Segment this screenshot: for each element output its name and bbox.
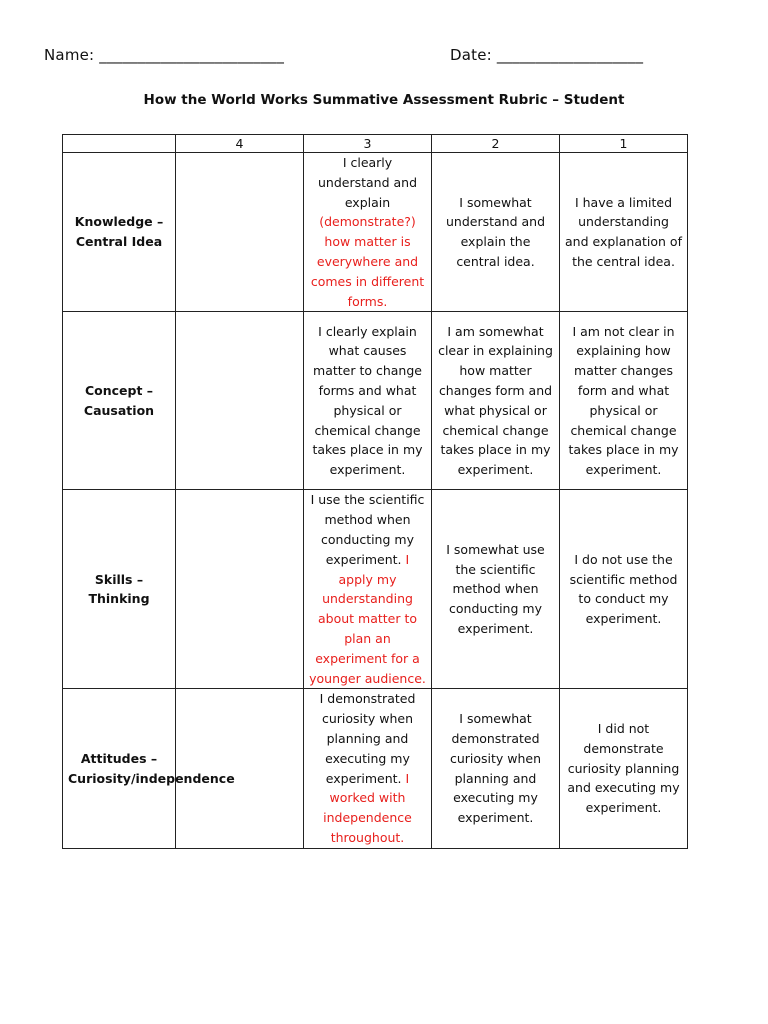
score-2-cell: I somewhat understand and explain the central idea. xyxy=(432,153,560,312)
row-label: Concept – Causation xyxy=(63,312,176,490)
column-header-2: 2 xyxy=(432,135,560,153)
score-3-text: I clearly understand and explain xyxy=(317,155,418,210)
column-header-4: 4 xyxy=(176,135,304,153)
score-1-cell: I do not use the scientific method to conduct my experiment. xyxy=(560,490,688,689)
score-2-cell: I somewhat demonstrated curiosity when planning and executing my experiment. xyxy=(432,689,560,848)
score-4-cell xyxy=(176,689,304,848)
score-4-cell xyxy=(176,312,304,490)
row-label: Attitudes – Curiosity/independence xyxy=(63,689,176,848)
score-1-cell: I did not demonstrate curiosity planning and executing my experiment. xyxy=(560,689,688,848)
column-header-blank xyxy=(63,135,176,153)
score-1-cell: I am not clear in explaining how matter changes form and what physical or chemical change takes place in my experiment. xyxy=(560,312,688,490)
score-3-cell xyxy=(304,689,432,848)
score-1-cell: I have a limited understanding and explanation of the central idea. xyxy=(560,153,688,312)
score-3-red-text: I worked with independence throughout. xyxy=(323,770,412,845)
score-3-red-text: I apply my understanding about matter to plan an experiment for a younger audience. xyxy=(309,551,426,686)
table-row xyxy=(63,689,688,848)
score-3-text: I use the scientific method when conducting my experiment. xyxy=(310,492,425,567)
score-3-text: I demonstrated curiosity when planning and executing my experiment. xyxy=(319,691,416,786)
column-header-3: 3 xyxy=(304,135,432,153)
row-label: Knowledge – Central Idea xyxy=(63,153,176,312)
date-field-line: Date: ___________________ xyxy=(450,46,644,64)
score-4-cell xyxy=(176,153,304,312)
table-row xyxy=(63,153,688,312)
column-header-1: 1 xyxy=(560,135,688,153)
rubric-table xyxy=(62,134,688,849)
row-label: Skills – Thinking xyxy=(63,490,176,689)
name-field-line: Name: ________________________ xyxy=(44,46,285,64)
score-3-cell xyxy=(304,312,432,490)
score-3-cell xyxy=(304,153,432,312)
score-3-text: I clearly explain what causes matter to change forms and what physical or chemical change takes place in my experiment. xyxy=(312,323,423,478)
score-2-cell: I somewhat use the scientific method when conducting my experiment. xyxy=(432,490,560,689)
page-title: How the World Works Summative Assessment Rubric – Student xyxy=(143,92,625,108)
table-row xyxy=(63,490,688,689)
score-2-cell: I am somewhat clear in explaining how matter changes form and what physical or chemical change takes place in my experiment. xyxy=(432,312,560,490)
table-row xyxy=(63,312,688,490)
score-3-red-text: (demonstrate?) how matter is everywhere and comes in different forms. xyxy=(310,214,425,309)
table-header-row xyxy=(63,135,688,153)
score-3-cell xyxy=(304,490,432,689)
score-4-cell xyxy=(176,490,304,689)
